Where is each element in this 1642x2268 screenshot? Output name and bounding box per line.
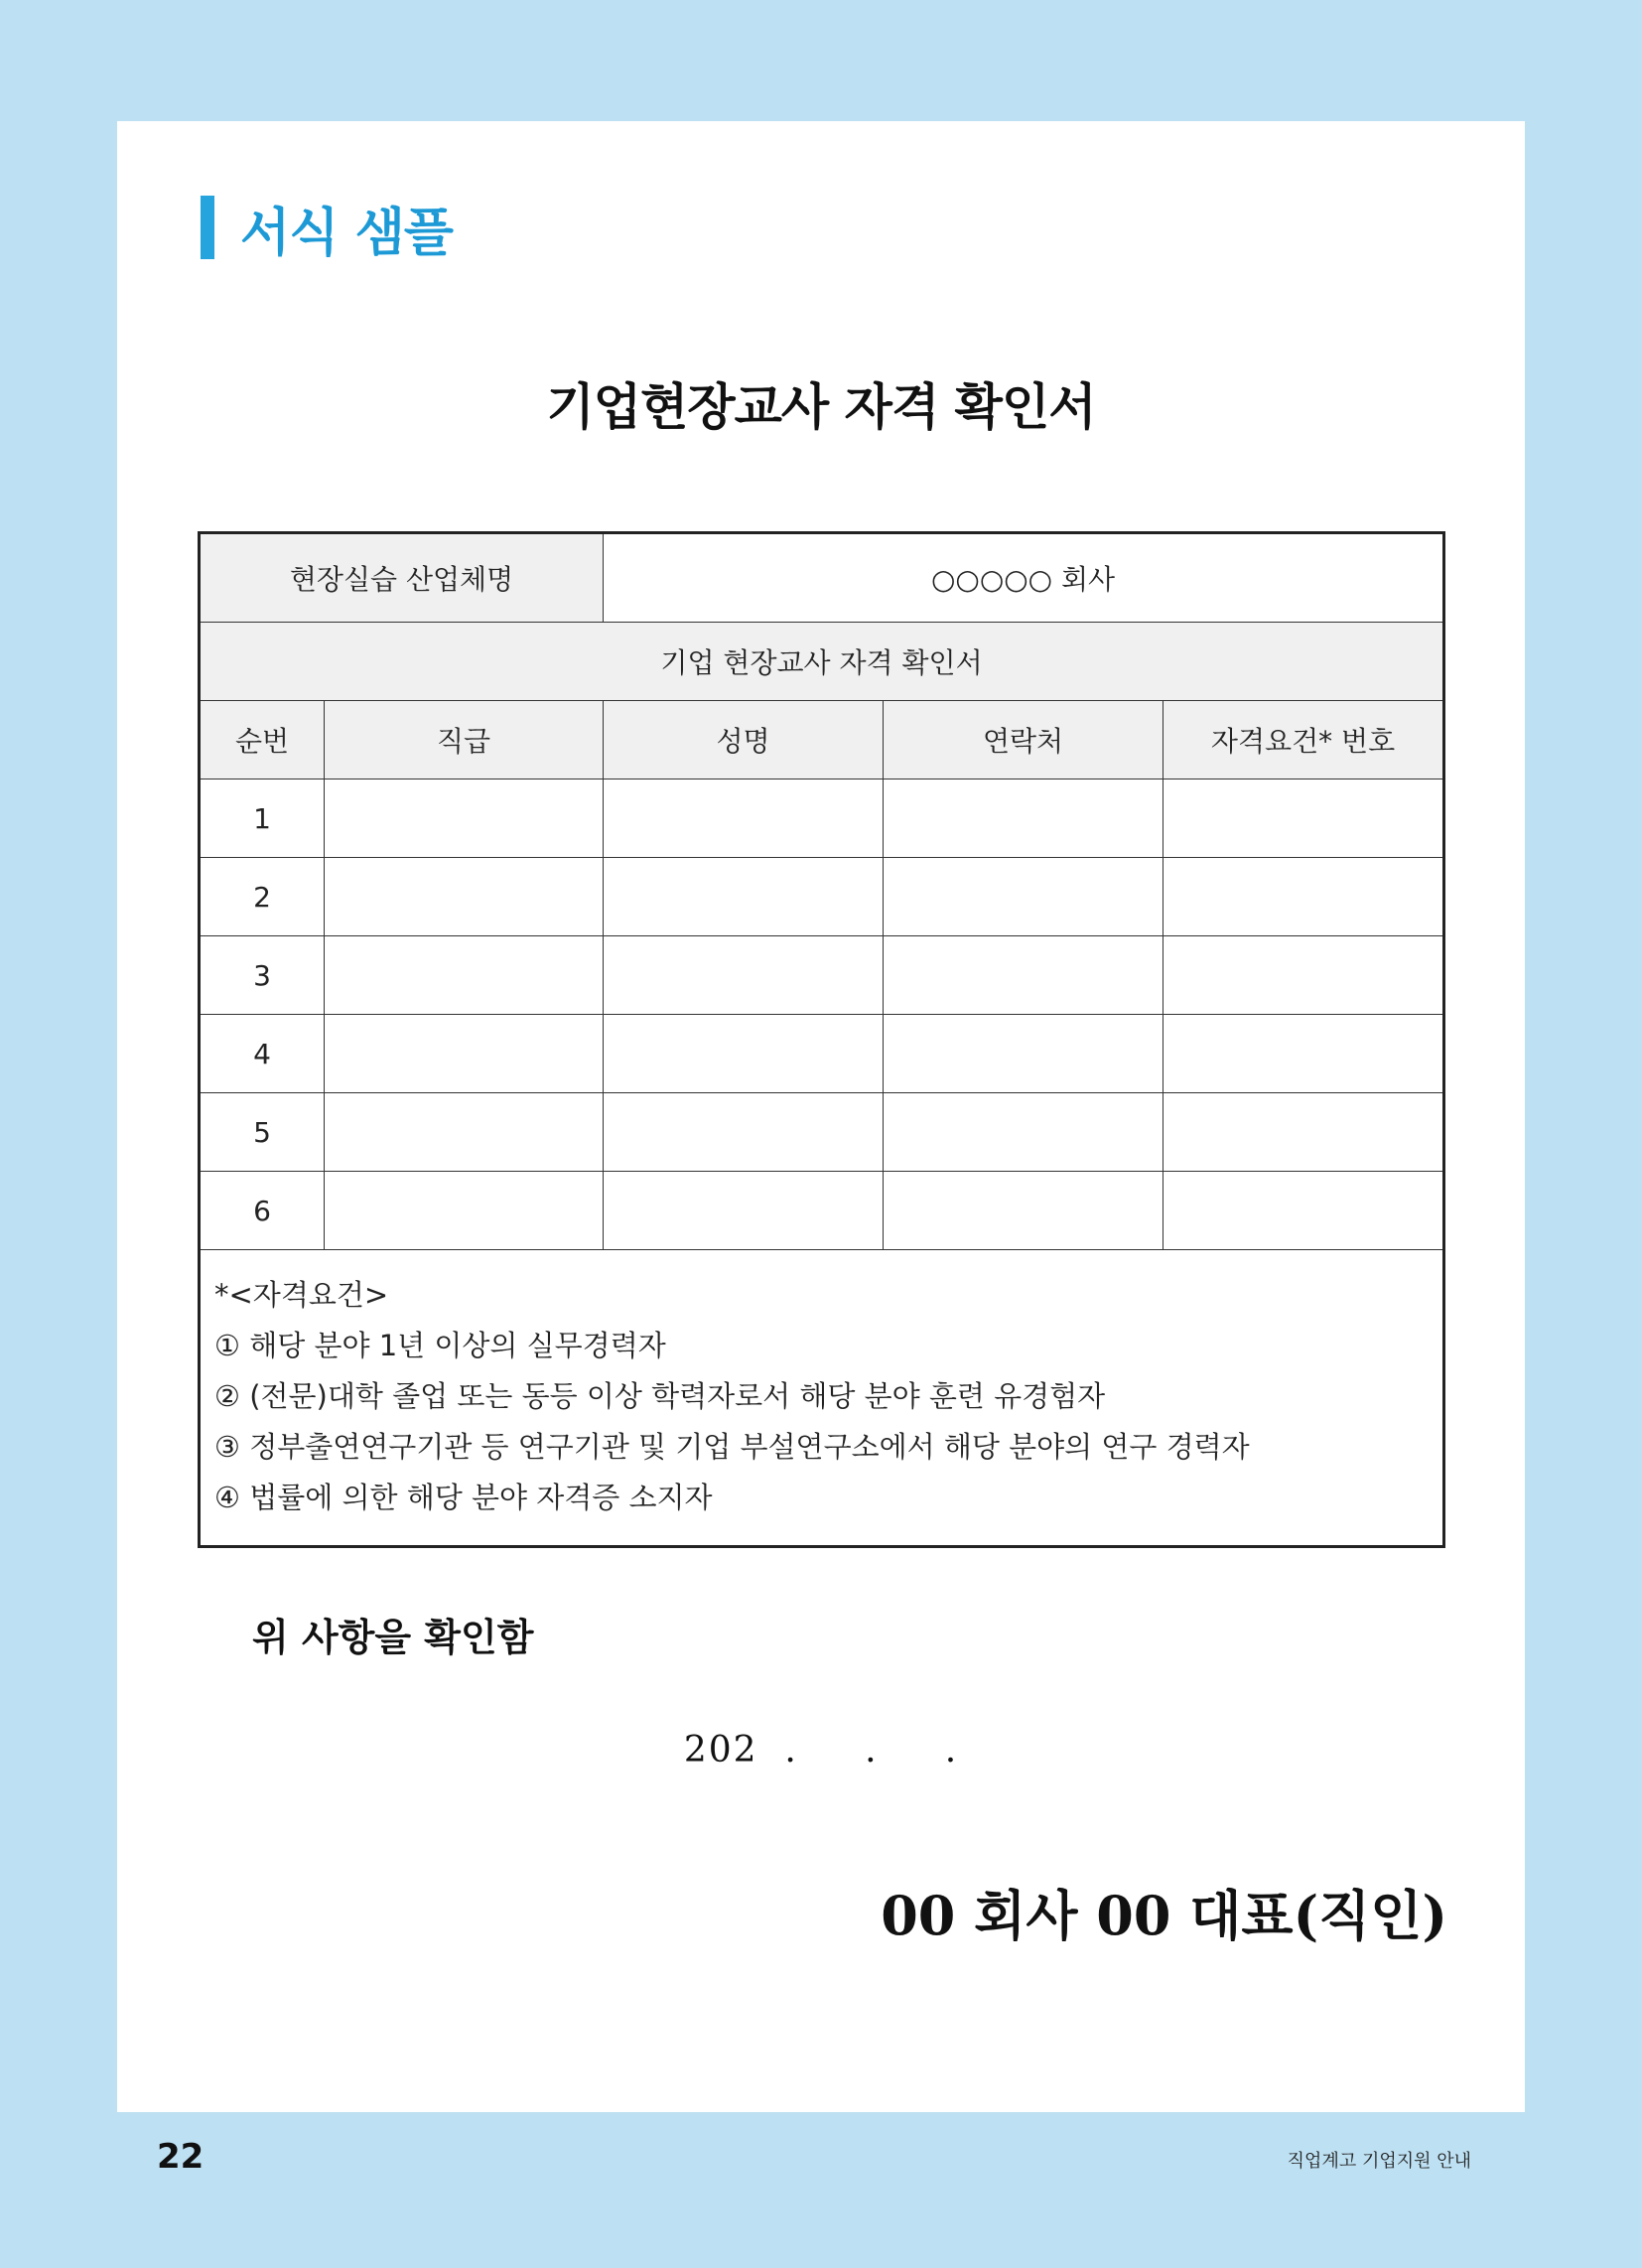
requirements-notes [200, 1250, 1444, 1547]
company-value: ○○○○○ 회사 [604, 533, 1444, 623]
column-header-contact: 연락처 [884, 701, 1163, 780]
requirements-row [200, 1250, 1444, 1547]
section-title: 서식 샘플 [240, 203, 454, 263]
contact-cell[interactable] [884, 1172, 1163, 1250]
requirement-item: ③ 정부출연연구기관 등 연구기관 및 기업 부설연구소에서 해당 분야의 연구 경력자 [214, 1430, 1250, 1464]
column-header-requirement-number: 자격요건* 번호 [1163, 701, 1444, 780]
table-row [200, 1015, 1444, 1093]
requirement-number-cell[interactable] [1163, 1015, 1444, 1093]
company-label: 현장실습 산업체명 [200, 533, 604, 623]
requirement-number-cell[interactable] [1163, 936, 1444, 1015]
table-header-row [200, 701, 1444, 780]
table-row [200, 1093, 1444, 1172]
row-number: 2 [200, 858, 325, 936]
page-number: 22 [157, 2137, 205, 2177]
contact-cell[interactable] [884, 1093, 1163, 1172]
requirement-number-cell[interactable] [1163, 858, 1444, 936]
position-cell[interactable] [325, 1015, 604, 1093]
section-header [201, 195, 454, 263]
document-page [117, 121, 1525, 2112]
name-cell[interactable] [604, 1093, 884, 1172]
contact-cell[interactable] [884, 1015, 1163, 1093]
name-cell[interactable] [604, 858, 884, 936]
column-header-position: 직급 [325, 701, 604, 780]
table-row [200, 1172, 1444, 1250]
document-title: 기업현장교사 자격 확인서 [546, 378, 1096, 436]
signer-line: 00 회사 00 대표(직인) [881, 1884, 1447, 1947]
position-cell[interactable] [325, 1093, 604, 1172]
name-cell[interactable] [604, 1172, 884, 1250]
name-cell[interactable] [604, 780, 884, 858]
form-subtitle: 기업 현장교사 자격 확인서 [200, 623, 1444, 701]
table-row [200, 936, 1444, 1015]
confirmation-statement: 위 사항을 확인함 [252, 1615, 534, 1659]
table-row [200, 780, 1444, 858]
contact-cell[interactable] [884, 780, 1163, 858]
requirements-title: *<자격요건> [214, 1278, 389, 1312]
row-number: 3 [200, 936, 325, 1015]
row-number: 1 [200, 780, 325, 858]
qualification-form-table [198, 531, 1445, 1548]
row-number: 5 [200, 1093, 325, 1172]
row-number: 6 [200, 1172, 325, 1250]
name-cell[interactable] [604, 1015, 884, 1093]
column-header-number: 순번 [200, 701, 325, 780]
requirement-item: ④ 법률에 의한 해당 분야 자격증 소지자 [214, 1481, 713, 1514]
position-cell[interactable] [325, 1172, 604, 1250]
position-cell[interactable] [325, 936, 604, 1015]
requirement-number-cell[interactable] [1163, 780, 1444, 858]
company-row [200, 533, 1444, 623]
position-cell[interactable] [325, 780, 604, 858]
requirement-number-cell[interactable] [1163, 1093, 1444, 1172]
form-subtitle-row [200, 623, 1444, 701]
table-row [200, 858, 1444, 936]
column-header-name: 성명 [604, 701, 884, 780]
contact-cell[interactable] [884, 858, 1163, 936]
row-number: 4 [200, 1015, 325, 1093]
position-cell[interactable] [325, 858, 604, 936]
contact-cell[interactable] [884, 936, 1163, 1015]
section-accent-bar [201, 196, 214, 259]
name-cell[interactable] [604, 936, 884, 1015]
requirement-number-cell[interactable] [1163, 1172, 1444, 1250]
footer-label: 직업계고 기업지원 안내 [1287, 2151, 1471, 2172]
requirement-item: ① 해당 분야 1년 이상의 실무경력자 [214, 1329, 666, 1362]
requirement-item: ② (전문)대학 졸업 또는 동등 이상 학력자로서 해당 분야 훈련 유경험자 [214, 1379, 1106, 1413]
date-line: 202 . . . [683, 1730, 959, 1771]
